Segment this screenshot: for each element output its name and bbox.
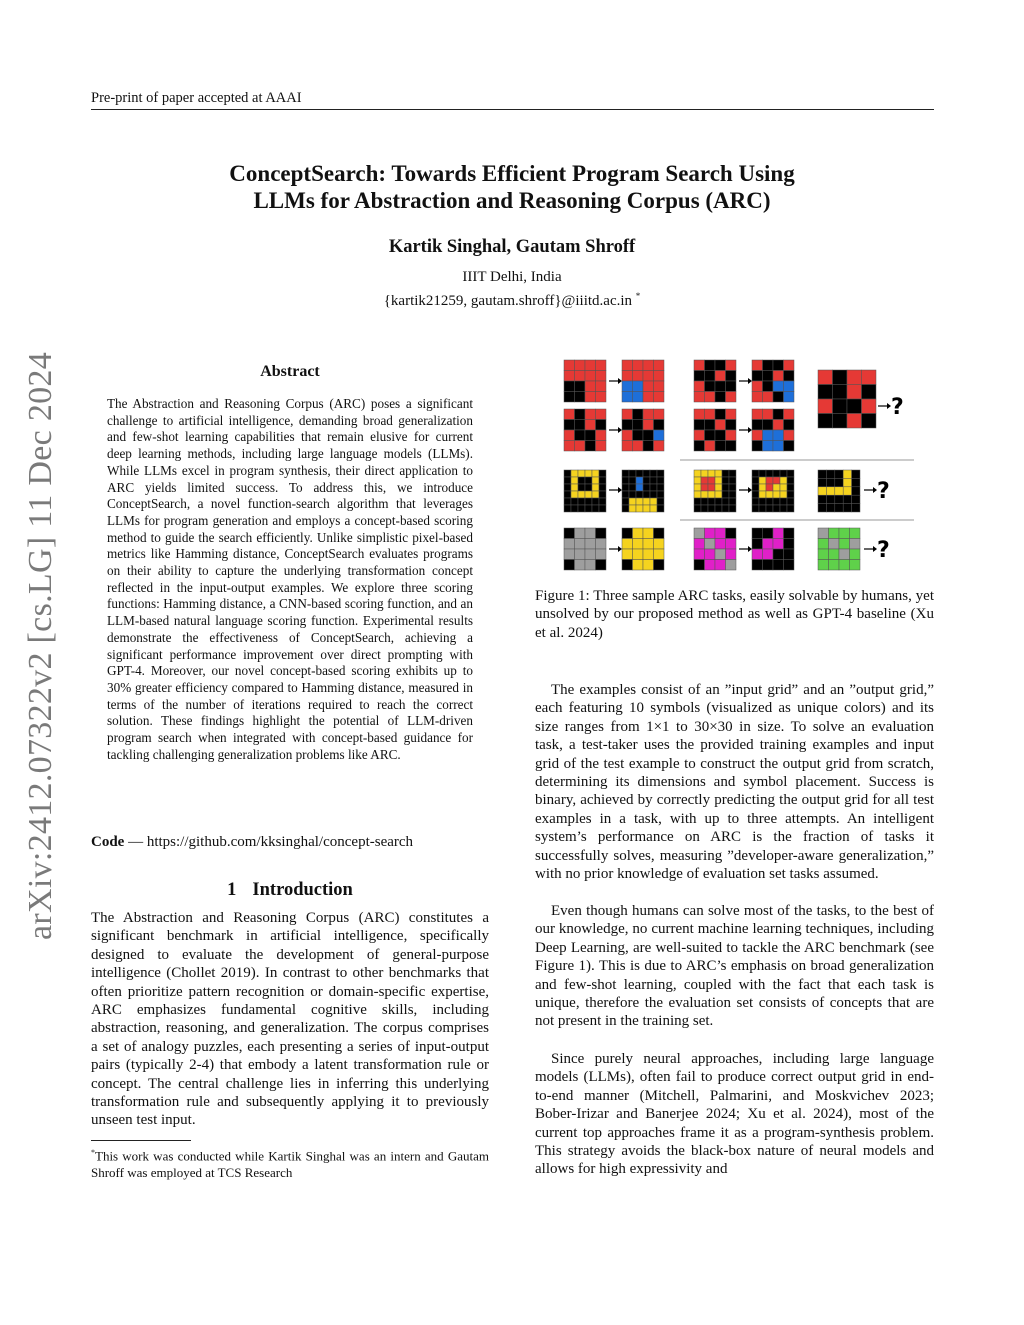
footnote-mark: * — [91, 1148, 95, 1157]
code-label: Code — [91, 834, 125, 850]
title-line-2: LLMs for Abstraction and Reasoning Corpus (ARC) — [253, 188, 771, 213]
task1-arrow-2 — [609, 427, 622, 433]
task1-arrow-1 — [609, 378, 622, 384]
email[interactable]: {kartik21259, gautam.shroff}@iiitd.ac.in — [383, 293, 633, 309]
email-line — [150, 287, 874, 311]
figure-1-arc-tasks — [560, 356, 940, 578]
task2-train2-output — [752, 470, 794, 512]
running-header: Pre-print of paper accepted at AAAI — [91, 90, 302, 106]
task2-train2-input — [694, 470, 736, 512]
task1-train4-input — [694, 409, 736, 451]
footnote-rule — [91, 1140, 191, 1141]
task1-arrow-3 — [739, 378, 752, 384]
figure-caption: Figure 1: Three sample ARC tasks, easily solvable by humans, yet unsolved by our proposed method as well as GPT-4 baseline (Xu et al. 2024) — [535, 588, 934, 641]
task2-train1-input — [564, 470, 606, 512]
task3-arrow-2 — [739, 546, 752, 552]
task3-train1-input — [564, 528, 606, 570]
task1-test-input — [818, 370, 876, 428]
task2-test-arrow — [864, 487, 877, 493]
task3-test-arrow — [864, 546, 877, 552]
intro-heading — [91, 880, 489, 901]
footnote — [91, 1145, 489, 1181]
abstract-heading: Abstract — [260, 363, 320, 380]
code-link[interactable]: https://github.com/kksinghal/concept-search — [146, 834, 414, 850]
task3-test-input — [818, 528, 860, 570]
footnote-text: This work was conducted while Kartik Singhal was an intern and Gautam Shroff was employed at TCS Research — [91, 1148, 489, 1180]
task2-arrow-1 — [609, 487, 622, 493]
task1-train3-output — [752, 360, 794, 402]
task3-train1-output — [622, 528, 664, 570]
right-paragraph-2: Even though humans can solve most of the tasks, to the best of our knowledge, no current machine learning techniques, including Deep Learning, are well-suited to tackle the ARC benchmark (see Figure 1). This is due to ARC’s emphasis on broad generalization and few-shot learning, coupled with the fact that each task is unique, therefore the evaluation set consists of concepts that are not present in the training set. — [535, 903, 934, 1030]
intro-paragraph-1: The Abstraction and Reasoning Corpus (ARC) constitutes a significant benchmark in artificial intelligence, specifically designed to evaluate the development of general-purpose intelligence (Chollet 2019). In contrast to other benchmarks that often prioritize pattern recognition or domain-specific expertise, ARC emphasizes fundamental cognitive skills, including abstraction, reasoning, and generalization. The corpus comprises a set of analogy puzzles, each presenting a series of input-output pairs (typically 2-4) that embody a latent transformation rule or concept. The central challenge lies in inferring this underlying transformation rule and subsequently applying it to previously unseen test input. — [91, 910, 489, 1129]
task3-train2-input — [694, 528, 736, 570]
task3-arrow-1 — [609, 546, 622, 552]
task3-question-mark: ? — [877, 538, 890, 563]
task1-train2-input — [564, 409, 606, 451]
task1-train3-input — [694, 360, 736, 402]
affiliation: IIIT Delhi, India — [462, 269, 562, 285]
header-rule — [91, 109, 934, 110]
code-line — [91, 834, 413, 851]
paper-title — [150, 160, 874, 214]
email-footnote-mark: * — [635, 291, 641, 301]
task1-arrow-4 — [739, 427, 752, 433]
task2-arrow-2 — [739, 487, 752, 493]
task2-test-input — [818, 470, 860, 512]
task3-train2-output — [752, 528, 794, 570]
task1-train2-output — [622, 409, 664, 451]
task1-train1-input — [564, 360, 606, 402]
task1-test-arrow — [878, 403, 891, 409]
right-paragraph-1: The examples consist of an ”input grid” and an ”output grid,” each featuring 10 symbols (visualized as unique colors) and its size ranges from 1×1 to 30×30 in size. To solve an evaluation task, a test-taker uses the provided training examples and input grid of the test example to construct the output grid from scratch, determining its dimensions and symbol placement. Success is binary, achieved by correctly predicting the output grid for all test examples in a task, with up to three attempts. An intelligent system’s performance on ARC is the fraction of tasks it successfully solves, measuring ”developer-aware generalization,” with no prior knowledge of evaluation set tasks assumed. — [535, 682, 934, 883]
task1-question-mark: ? — [891, 395, 904, 420]
intro-title: Introduction — [252, 880, 353, 900]
task2-question-mark: ? — [877, 479, 890, 504]
right-paragraph-3: Since purely neural approaches, including large language models (LLMs), often fail to produce correct output grid in end-to-end manner (Mitchell, Palmarini, and Moskvichev 2023; Bober-Irizar and Banerjee 2024; Xu et al. 2024), most of the current top approaches frame it as a program-synthesis problem. This strategy avoids the black-box nature of neural models and allows for high expressivity and — [535, 1051, 934, 1178]
authors: Kartik Singhal, Gautam Shroff — [388, 237, 636, 257]
intro-number: 1 — [227, 880, 237, 900]
arxiv-stamp: arXiv:2412.07322v2 [cs.LG] 11 Dec 2024 — [22, 351, 59, 940]
task2-train1-output — [622, 470, 664, 512]
title-line-1: ConceptSearch: Towards Efficient Program Search Using — [229, 161, 795, 186]
affiliation-block — [150, 268, 874, 311]
task1-train1-output — [622, 360, 664, 402]
task1-train4-output — [752, 409, 794, 451]
code-separator: — — [124, 834, 147, 850]
abstract-text: The Abstraction and Reasoning Corpus (ARC) poses a significant challenge to artificial intelligence, demanding broad generalization and few-shot learning capabilities that remain elusive for current deep learning methods, including large language models (LLMs). While LLMs excel in program synthesis, their direct application to ARC yields limited success. To address this, we introduce ConceptSearch, a novel function-search algorithm that leverages LLMs for program generation and employs a concept-based scoring method to guide the search efficiently. Unlike simplistic pixel-based metrics like Hamming distance, ConceptSearch evaluates programs on their ability to capture the underlying transformation concept reflected in the input-output examples. We explore three scoring functions: Hamming distance, a CNN-based scoring function, and an LLM-based natural language scoring function. Experimental results demonstrate the effectiveness of ConceptSearch, achieving a significant performance improvement over direct prompting with GPT-4. Moreover, our novel concept-based scoring exhibits up to 30% greater efficiency compared to Hamming distance, measured in terms of the number of iterations required to reach the correct solution. These findings highlight the potential of LLM-driven program search when integrated with concept-based guidance for tackling challenging generalization problems like ARC. — [107, 396, 473, 762]
